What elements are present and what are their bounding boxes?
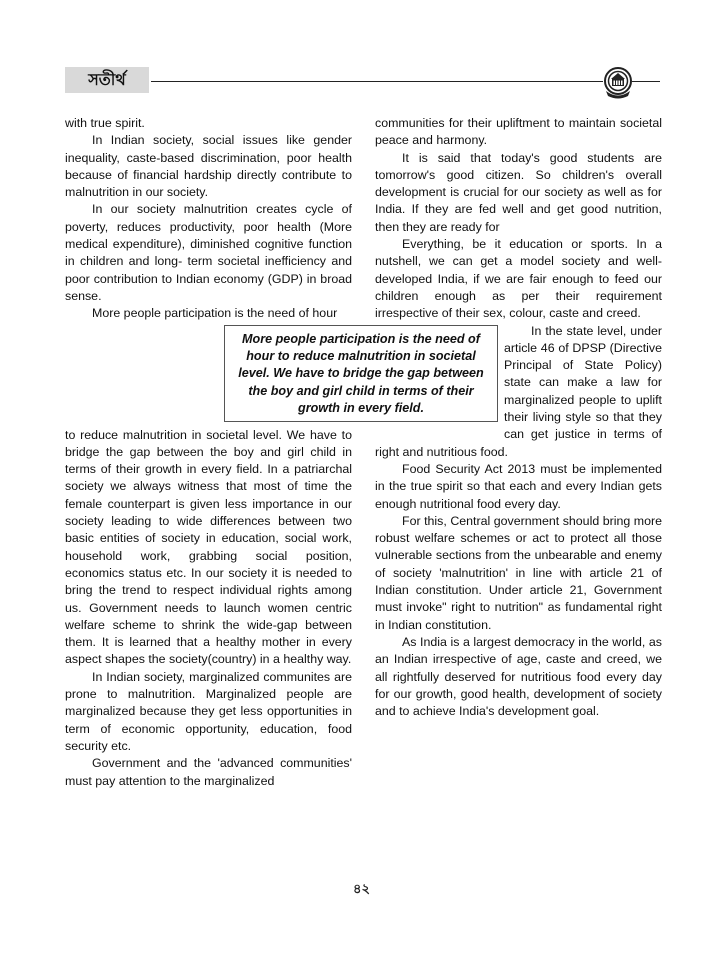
paragraph: Government and the 'advanced communities' must pay attention to the marginalized [65, 756, 352, 788]
header-rule-right [632, 81, 660, 82]
paragraph: Everything, be it education or sports. In a nutshell, we can get a model society and well-developed India, if we are fair enough to feed our children enough as per their requirement irrespective of their sex, colour, caste and creed. [375, 237, 662, 321]
paragraph: For this, Central government should bring more robust welfare schemes or act to protect all those vulnerable sections from the unbearable and enemy of society 'malnutrition' in line with article 21 of Indian constitution. Under article 21, Government must invoke" right to nutrition" as fundamental right in Indian constitution. [375, 513, 662, 632]
left-column [65, 115, 352, 790]
paragraph: More people participation is the need of hour [92, 306, 338, 321]
paragraph: In our society malnutrition creates cycle of poverty, reduces productivity, poor health (More medical expenditure), diminished cognitive function in children and long- term societal inefficiency and poor contribution to Indian economy (GDP) in broad sense. [65, 202, 352, 303]
paragraph: As India is a largest democracy in the world, as an Indian irrespective of age, caste and creed, we all rightfully deserved for nutritious food every day for our growth, good health, development of society and to achieve India's development goal. [375, 634, 662, 719]
pull-quote-text: More people participation is the need of hour to reduce malnutrition in societal level. We have to bridge the gap between the boy and girl child in terms of their growth in every field. [238, 332, 484, 415]
page-number: ৪২ [353, 882, 370, 897]
paragraph: communities for their upliftment to maintain societal peace and harmony. [375, 116, 662, 148]
paragraph: Food Security Act 2013 must be implemented in the true spirit so that each and every Indian gets enough nutritional food every day. [375, 461, 662, 511]
magazine-title-label [65, 67, 149, 93]
institution-emblem-icon [603, 67, 633, 100]
pull-quote-box [224, 325, 498, 422]
paragraph: In Indian society, marginalized communites are prone to malnutrition. Marginalized people are marginalized because they get less opportunities in term of economic opportunity, education, food security etc. [65, 669, 352, 753]
paragraph: to reduce malnutrition in societal level. We have to bridge the gap between the boy and girl child in terms of their growth in every field. In a patriarchal society we always witness that most of time the female counterpart is given less importance in our society leading to wide differences between two basic entities of society in education, social work, household work, grabbing social position, economics status etc. In our society it is needed to bring the trend to respect individual rights among us. Government needs to launch women centric welfare scheme to shrink the wide-gap between them. It is learned that a healthy mother in every aspect shapes the society(country) in a healthy way. [65, 427, 352, 667]
paragraph: It is said that today's good students are tomorrow's good citizen. So children's overall development is crucial for our society as well as for India. If they are fed well and get good nutrition, then they are ready for [375, 150, 662, 234]
paragraph: with true spirit. [65, 116, 145, 130]
magazine-title: সতীর্থ [88, 69, 126, 89]
paragraph: In Indian society, social issues like gender inequality, caste-based discrimination, poor health because of financial hardship directly contribute to malnutrition in our society. [65, 133, 352, 200]
paragraph: In the state level, under article 46 of DPSP (Directive Principal of State Policy) state can make a law for marginalized people to uplift their living style so that they can get justice in terms of right and nutritious food. [375, 323, 662, 459]
header-rule [151, 81, 603, 82]
